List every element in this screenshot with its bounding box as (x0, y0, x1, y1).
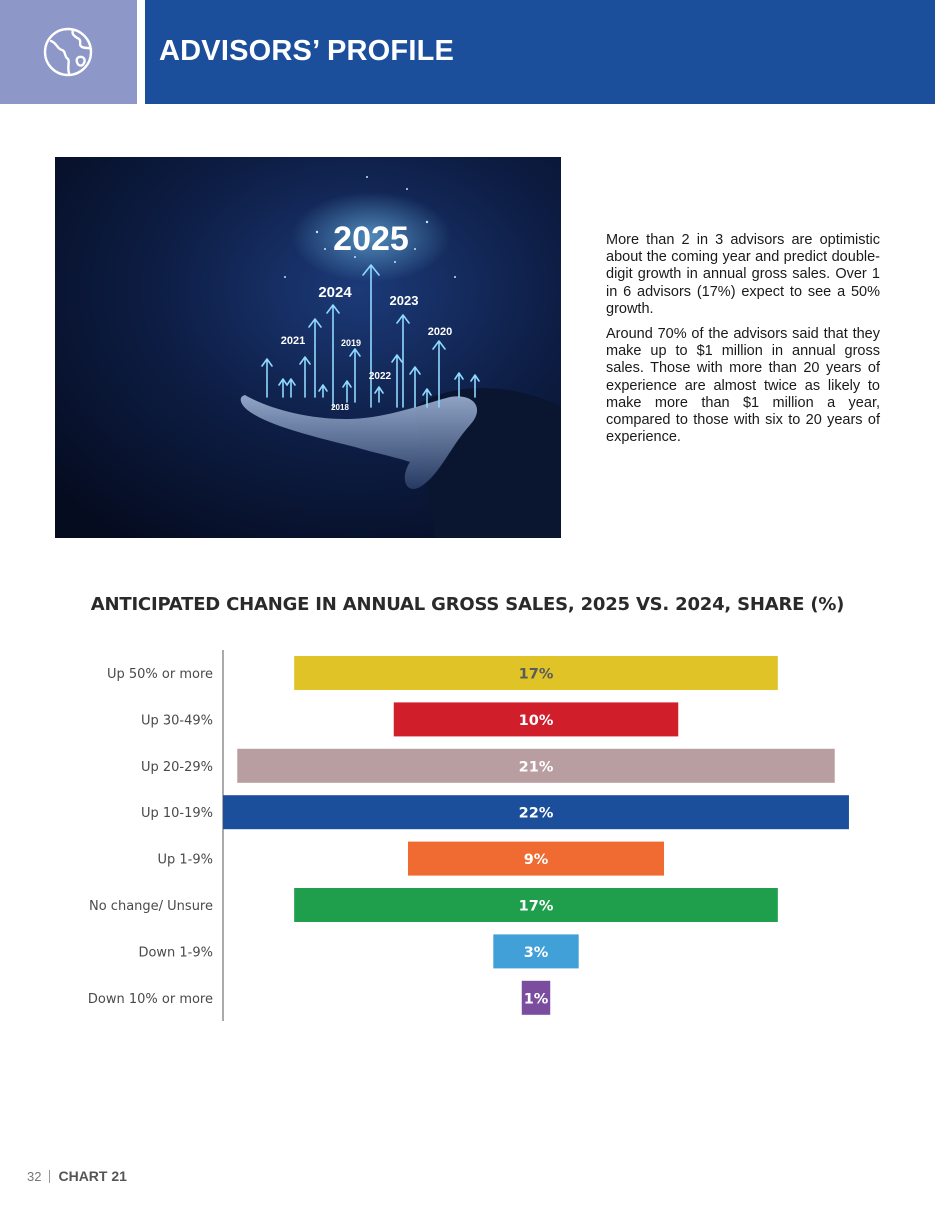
photo-year-2019: 2019 (340, 338, 362, 348)
header-icon-box (0, 0, 137, 104)
intro-paragraph-1: More than 2 in 3 advisors are optimistic about the coming year and predict double-digit growth in annual gross sales. Over 1 in 6 advisors (17%) expect to see a 50% growth. (606, 232, 880, 317)
bar-value-label: 21% (518, 759, 554, 776)
chart-title: ANTICIPATED CHANGE IN ANNUAL GROSS SALES, 2025 VS. 2024, SHARE (%) (90, 594, 845, 615)
category-label: Down 1-9% (138, 945, 213, 961)
page-number: 32 (27, 1169, 42, 1184)
bar-value-label: 22% (518, 805, 554, 822)
photo-year-2021: 2021 (280, 335, 306, 347)
bar-value-label: 10% (518, 712, 554, 729)
bar-chart (0, 640, 935, 1030)
category-label: Up 20-29% (140, 759, 213, 775)
photo-year-2020: 2020 (427, 326, 453, 338)
bar-value-label: 9% (523, 852, 549, 869)
intro-text (606, 232, 880, 454)
photo-year-2023: 2023 (389, 293, 419, 308)
photo-year-2022: 2022 (368, 371, 392, 382)
category-label: Up 50% or more (106, 667, 213, 682)
growth-photo (55, 157, 561, 538)
page-footer (27, 1168, 127, 1184)
chart-number: CHART 21 (58, 1168, 127, 1184)
bar-value-label: 17% (518, 898, 554, 915)
photo-year-2018: 2018 (331, 403, 349, 412)
photo-year-2024: 2024 (318, 284, 352, 301)
photo-year-2025: 2025 (333, 220, 409, 258)
category-label: Down 10% or more (87, 991, 213, 1007)
bar-value-label: 17% (518, 666, 554, 683)
page-title: ADVISORS’ PROFILE (159, 35, 455, 67)
intro-paragraph-2: Around 70% of the advisors said that they make up to $1 million in annual gross sales. Those with more than 20 years of experience are almost twice as likely to make more than $1 million a year, compared to those with six to 20 years of experience. (606, 326, 880, 446)
category-label: No change/ Unsure (89, 899, 213, 914)
globe-icon (43, 27, 93, 77)
category-label: Up 10-19% (140, 806, 213, 822)
bar-value-label: 3% (523, 944, 549, 961)
bar-value-label: 1% (523, 991, 549, 1008)
footer-divider (49, 1170, 50, 1183)
category-label: Up 1-9% (157, 852, 213, 868)
header-bar (145, 0, 935, 104)
category-label: Up 30-49% (140, 713, 213, 729)
